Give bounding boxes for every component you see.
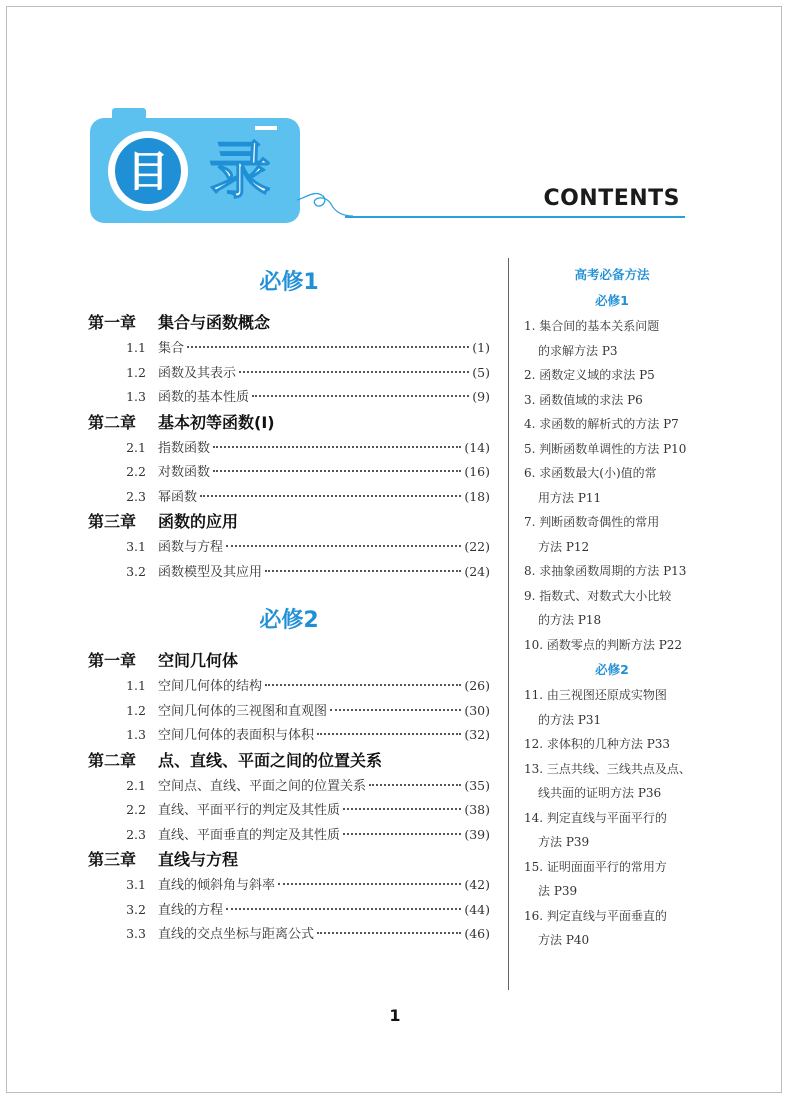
- entry-page: (38): [464, 802, 490, 817]
- method-line-cont: 线共面的证明方法 P36: [538, 786, 662, 800]
- toc-entry[interactable]: [88, 823, 490, 848]
- method-item[interactable]: [524, 388, 700, 413]
- toc-entry[interactable]: [88, 798, 490, 823]
- method-line: 6. 求函数最大(小)值的常: [524, 466, 657, 480]
- method-line: 12. 求体积的几种方法 P33: [524, 737, 671, 751]
- chapter-title: 函数的应用: [158, 512, 239, 531]
- entry-number: 2.1: [126, 777, 146, 793]
- cord-decoration: [295, 186, 355, 226]
- toc-entry[interactable]: [88, 385, 490, 410]
- method-item[interactable]: [524, 855, 700, 904]
- dot-leader: [343, 833, 461, 835]
- entry-page: (26): [464, 678, 490, 693]
- method-line-cont: 方法 P12: [538, 539, 590, 554]
- method-line: 11. 由三视图还原成实物图: [524, 688, 667, 702]
- dot-leader: [265, 570, 461, 572]
- chapter-heading: [88, 310, 490, 336]
- dot-leader: [278, 883, 461, 885]
- chapter-title: 空间几何体: [158, 651, 239, 670]
- entry-page: (5): [472, 364, 490, 380]
- toc-column: [88, 268, 490, 947]
- method-item[interactable]: [524, 559, 700, 584]
- entry-number: 2.2: [126, 802, 146, 817]
- chapter-title: 点、直线、平面之间的位置关系: [158, 750, 383, 770]
- dot-leader: [200, 495, 461, 497]
- entry-page: (39): [464, 826, 490, 842]
- section-title: 必修1: [259, 270, 319, 295]
- camera-title-graphic: [90, 108, 300, 223]
- toc-entry[interactable]: [88, 560, 490, 585]
- entry-page: (44): [464, 901, 490, 917]
- toc-entry[interactable]: [88, 460, 490, 485]
- dot-leader: [213, 470, 461, 472]
- chapter-number: 第三章: [88, 850, 137, 869]
- method-line: 8. 求抽象函数周期的方法 P13: [524, 564, 687, 578]
- chapter-number: 第一章: [88, 651, 137, 670]
- entry-page: (18): [464, 488, 490, 504]
- chapter-heading: [88, 509, 490, 535]
- toc-entry[interactable]: [88, 436, 490, 461]
- method-line: 13. 三点共线、三线共点及点、: [524, 761, 691, 776]
- entry-number: 3.1: [126, 539, 146, 554]
- entry-label: 对数函数: [158, 465, 211, 480]
- method-line-cont: 用方法 P11: [538, 490, 602, 505]
- entry-label: 空间几何体的表面积与体积: [158, 728, 315, 743]
- chapter-number: 第一章: [88, 313, 137, 332]
- method-item[interactable]: [524, 683, 700, 732]
- chapter-number: 第三章: [88, 512, 137, 531]
- entry-page: (1): [472, 340, 490, 355]
- entry-page: (35): [464, 777, 490, 793]
- dot-leader: [213, 446, 461, 448]
- method-item[interactable]: [524, 633, 700, 658]
- methods-section-title: 必修1: [595, 293, 629, 308]
- entry-label: 集合: [158, 341, 185, 356]
- entry-number: 3.2: [126, 901, 146, 917]
- methods-column: [524, 262, 700, 953]
- chapter-title: 集合与函数概念: [158, 313, 271, 332]
- toc-entry[interactable]: [88, 922, 490, 947]
- section-title: 必修2: [259, 608, 319, 633]
- dot-leader: [226, 908, 461, 910]
- entry-number: 3.1: [126, 877, 146, 892]
- entry-label: 函数模型及其应用: [158, 564, 263, 580]
- method-line-cont: 方法 P39: [538, 835, 590, 849]
- entry-number: 1.1: [126, 678, 146, 693]
- title-char-2: 录: [208, 134, 272, 207]
- method-item[interactable]: [524, 757, 700, 806]
- method-line-cont: 法 P39: [538, 884, 578, 898]
- method-line: 3. 函数值域的求法 P6: [524, 392, 643, 407]
- chapter-number: 第二章: [88, 412, 137, 432]
- entry-number: 1.1: [126, 340, 146, 355]
- method-line-cont: 的求解方法 P3: [538, 343, 618, 358]
- entry-number: 1.2: [126, 364, 146, 380]
- title-char-1: 目: [126, 147, 170, 196]
- dot-leader: [330, 709, 461, 711]
- entry-label: 直线的方程: [158, 902, 224, 918]
- entry-page: (30): [464, 702, 490, 718]
- method-line: 14. 判定直线与平面平行的: [524, 810, 667, 825]
- method-item[interactable]: [524, 584, 700, 633]
- entry-number: 3.3: [126, 926, 146, 941]
- method-item[interactable]: [524, 510, 700, 559]
- entry-number: 2.3: [126, 488, 146, 504]
- chapter-heading: [88, 648, 490, 674]
- toc-entry[interactable]: [88, 361, 490, 386]
- entry-label: 幂函数: [158, 489, 198, 505]
- chapter-heading: [88, 410, 490, 436]
- dot-leader: [226, 545, 461, 547]
- dot-leader: [369, 784, 461, 786]
- entry-page: (16): [464, 464, 490, 479]
- entry-number: 3.2: [126, 563, 146, 579]
- method-item[interactable]: [524, 461, 700, 510]
- dot-leader: [317, 733, 461, 735]
- method-line: 2. 函数定义域的求法 P5: [524, 368, 655, 382]
- method-item[interactable]: [524, 904, 700, 953]
- method-line: 16. 判定直线与平面垂直的: [524, 908, 667, 923]
- entry-page: (46): [464, 926, 490, 941]
- toc-entry[interactable]: [88, 674, 490, 699]
- entry-label: 空间几何体的三视图和直观图: [158, 703, 328, 719]
- method-item[interactable]: [524, 732, 700, 757]
- entry-page: (22): [464, 539, 490, 554]
- entry-label: 空间点、直线、平面之间的位置关系: [158, 778, 367, 794]
- column-divider: [508, 258, 509, 990]
- entry-label: 函数及其表示: [158, 365, 237, 381]
- toc-entry[interactable]: [88, 723, 490, 748]
- dot-leader: [239, 371, 469, 373]
- entry-page: (42): [464, 877, 490, 892]
- method-line: 10. 函数零点的判断方法 P22: [524, 637, 683, 652]
- chapter-title: 直线与方程: [158, 850, 239, 869]
- chapter-heading: [88, 847, 490, 873]
- chapter-title: 基本初等函数(Ⅰ): [158, 412, 275, 432]
- method-item[interactable]: [524, 363, 700, 388]
- entry-label: 函数的基本性质: [158, 390, 250, 405]
- entry-label: 直线的交点坐标与距离公式: [158, 927, 315, 942]
- header-rule: [345, 216, 685, 218]
- entry-label: 直线、平面平行的判定及其性质: [158, 803, 341, 818]
- method-line: 1. 集合间的基本关系问题: [524, 319, 660, 333]
- method-line: 15. 证明面面平行的常用方: [524, 859, 667, 874]
- method-line: 7. 判断函数奇偶性的常用: [524, 515, 660, 529]
- toc-entry[interactable]: [88, 336, 490, 361]
- dot-leader: [317, 932, 461, 934]
- toc-entry[interactable]: [88, 898, 490, 923]
- method-line-cont: 的方法 P18: [538, 613, 602, 627]
- entry-number: 2.3: [126, 826, 146, 842]
- method-line-cont: 方法 P40: [538, 933, 590, 947]
- dot-leader: [252, 395, 469, 397]
- entry-number: 2.2: [126, 464, 146, 479]
- chapter-heading: [88, 748, 490, 774]
- entry-number: 1.3: [126, 727, 146, 742]
- methods-section-title: 必修2: [595, 662, 629, 677]
- toc-entry[interactable]: [88, 535, 490, 560]
- entry-label: 空间几何体的结构: [158, 679, 263, 694]
- toc-entry[interactable]: [88, 774, 490, 799]
- toc-entry[interactable]: [88, 873, 490, 898]
- toc-entry[interactable]: [88, 485, 490, 510]
- entry-page: (32): [464, 727, 490, 742]
- entry-number: 1.2: [126, 702, 146, 718]
- method-line-cont: 的方法 P31: [538, 712, 602, 727]
- entry-label: 直线、平面垂直的判定及其性质: [158, 827, 341, 843]
- entry-label: 直线的倾斜角与斜率: [158, 878, 276, 893]
- dot-leader: [187, 346, 469, 348]
- method-item[interactable]: [524, 437, 700, 462]
- dot-leader: [343, 808, 461, 810]
- entry-number: 1.3: [126, 389, 146, 404]
- entry-page: (9): [472, 389, 490, 404]
- method-line: 4. 求函数的解析式的方法 P7: [524, 417, 679, 431]
- contents-heading: CONTENTS: [543, 186, 680, 211]
- method-item[interactable]: [524, 806, 700, 855]
- chapter-number: 第二章: [88, 750, 137, 770]
- method-line: 5. 判断函数单调性的方法 P10: [524, 441, 687, 456]
- method-item[interactable]: [524, 314, 700, 363]
- method-item[interactable]: [524, 412, 700, 437]
- entry-number: 2.1: [126, 439, 146, 455]
- method-line: 9. 指数式、对数式大小比较: [524, 588, 672, 603]
- page-number: 1: [389, 1006, 401, 1025]
- toc-entry[interactable]: [88, 699, 490, 724]
- entry-page: (14): [464, 439, 490, 455]
- methods-title: 高考必备方法: [574, 267, 650, 282]
- dot-leader: [265, 684, 461, 686]
- entry-label: 指数函数: [158, 440, 211, 456]
- entry-label: 函数与方程: [158, 540, 224, 555]
- entry-page: (24): [464, 563, 490, 579]
